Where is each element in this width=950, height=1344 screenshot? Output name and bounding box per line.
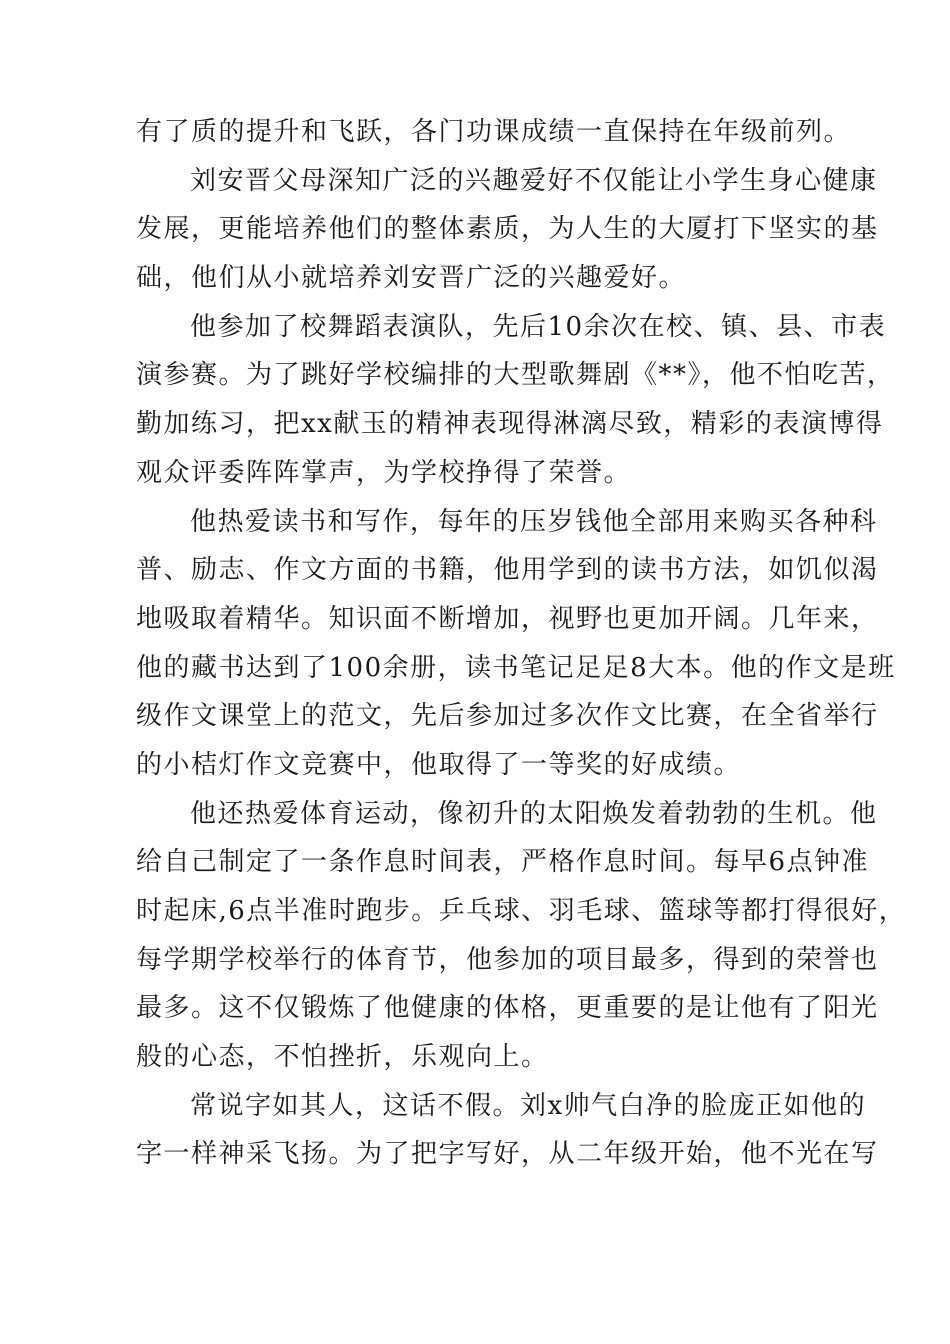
text-line: 有了质的提升和飞跃，各门功课成绩一直保持在年级前列。 (136, 117, 852, 147)
text-line: 字一样神采飞扬。为了把字写好，从二年级开始，他不光在写 (136, 1139, 879, 1170)
text-line: 演参赛。为了跳好学校编排的大型歌舞剧《**》，他不怕吃苦， (136, 360, 895, 391)
text-line: 观众评委阵阵掌声，为学校挣得了荣誉。 (136, 457, 632, 488)
text-line: 地吸取着精华。知识面不断增加，视野也更加开阔。几年来， (136, 603, 879, 634)
body-text (136, 108, 907, 1179)
text-line: 每学期学校举行的体育节，他参加的项目最多，得到的荣誉也 (136, 944, 879, 975)
text-line: 常说字如其人，这话不假。刘x帅气白净的脸庞正如他的 (190, 1090, 867, 1121)
text-line: 最多。这不仅锻炼了他健康的体格，更重要的是让他有了阳光 (136, 993, 879, 1024)
text-line: 他参加了校舞蹈表演队，先后10余次在校、镇、县、市表 (190, 311, 887, 342)
text-line: 普、励志、作文方面的书籍，他用学到的读书方法，如饥似渴 (136, 555, 879, 586)
text-line: 他还热爱体育运动，像初升的太阳焕发着勃勃的生机。他 (190, 798, 878, 829)
text-line: 他的藏书达到了100余册，读书笔记足足8大本。他的作文是班 (136, 652, 896, 683)
text-line: 刘安晋父母深知广泛的兴趣爱好不仅能让小学生身心健康 (190, 165, 878, 196)
text-line: 础，他们从小就培养刘安晋广泛的兴趣爱好。 (136, 263, 687, 294)
text-line: 发展，更能培养他们的整体素质，为人生的大厦打下坚实的基 (136, 214, 879, 245)
text-line: 他热爱读书和写作，每年的压岁钱他全部用来购买各种科 (190, 506, 878, 537)
text-line: 勤加练习，把xx献玉的精神表现得淋漓尽致，精彩的表演博得 (136, 409, 884, 440)
text-line: 级作文课堂上的范文，先后参加过多次作文比赛，在全省举行 (136, 701, 879, 732)
text-line: 给自己制定了一条作息时间表，严格作息时间。每早6点钟准 (136, 847, 870, 878)
text-line: 的小桔灯作文竞赛中，他取得了一等奖的好成绩。 (136, 749, 742, 780)
text-line: 时起床,6点半准时跑步。乒乓球、羽毛球、篮球等都打得很好， (136, 896, 907, 926)
text-line: 般的心态，不怕挫折，乐观向上。 (136, 1042, 549, 1073)
